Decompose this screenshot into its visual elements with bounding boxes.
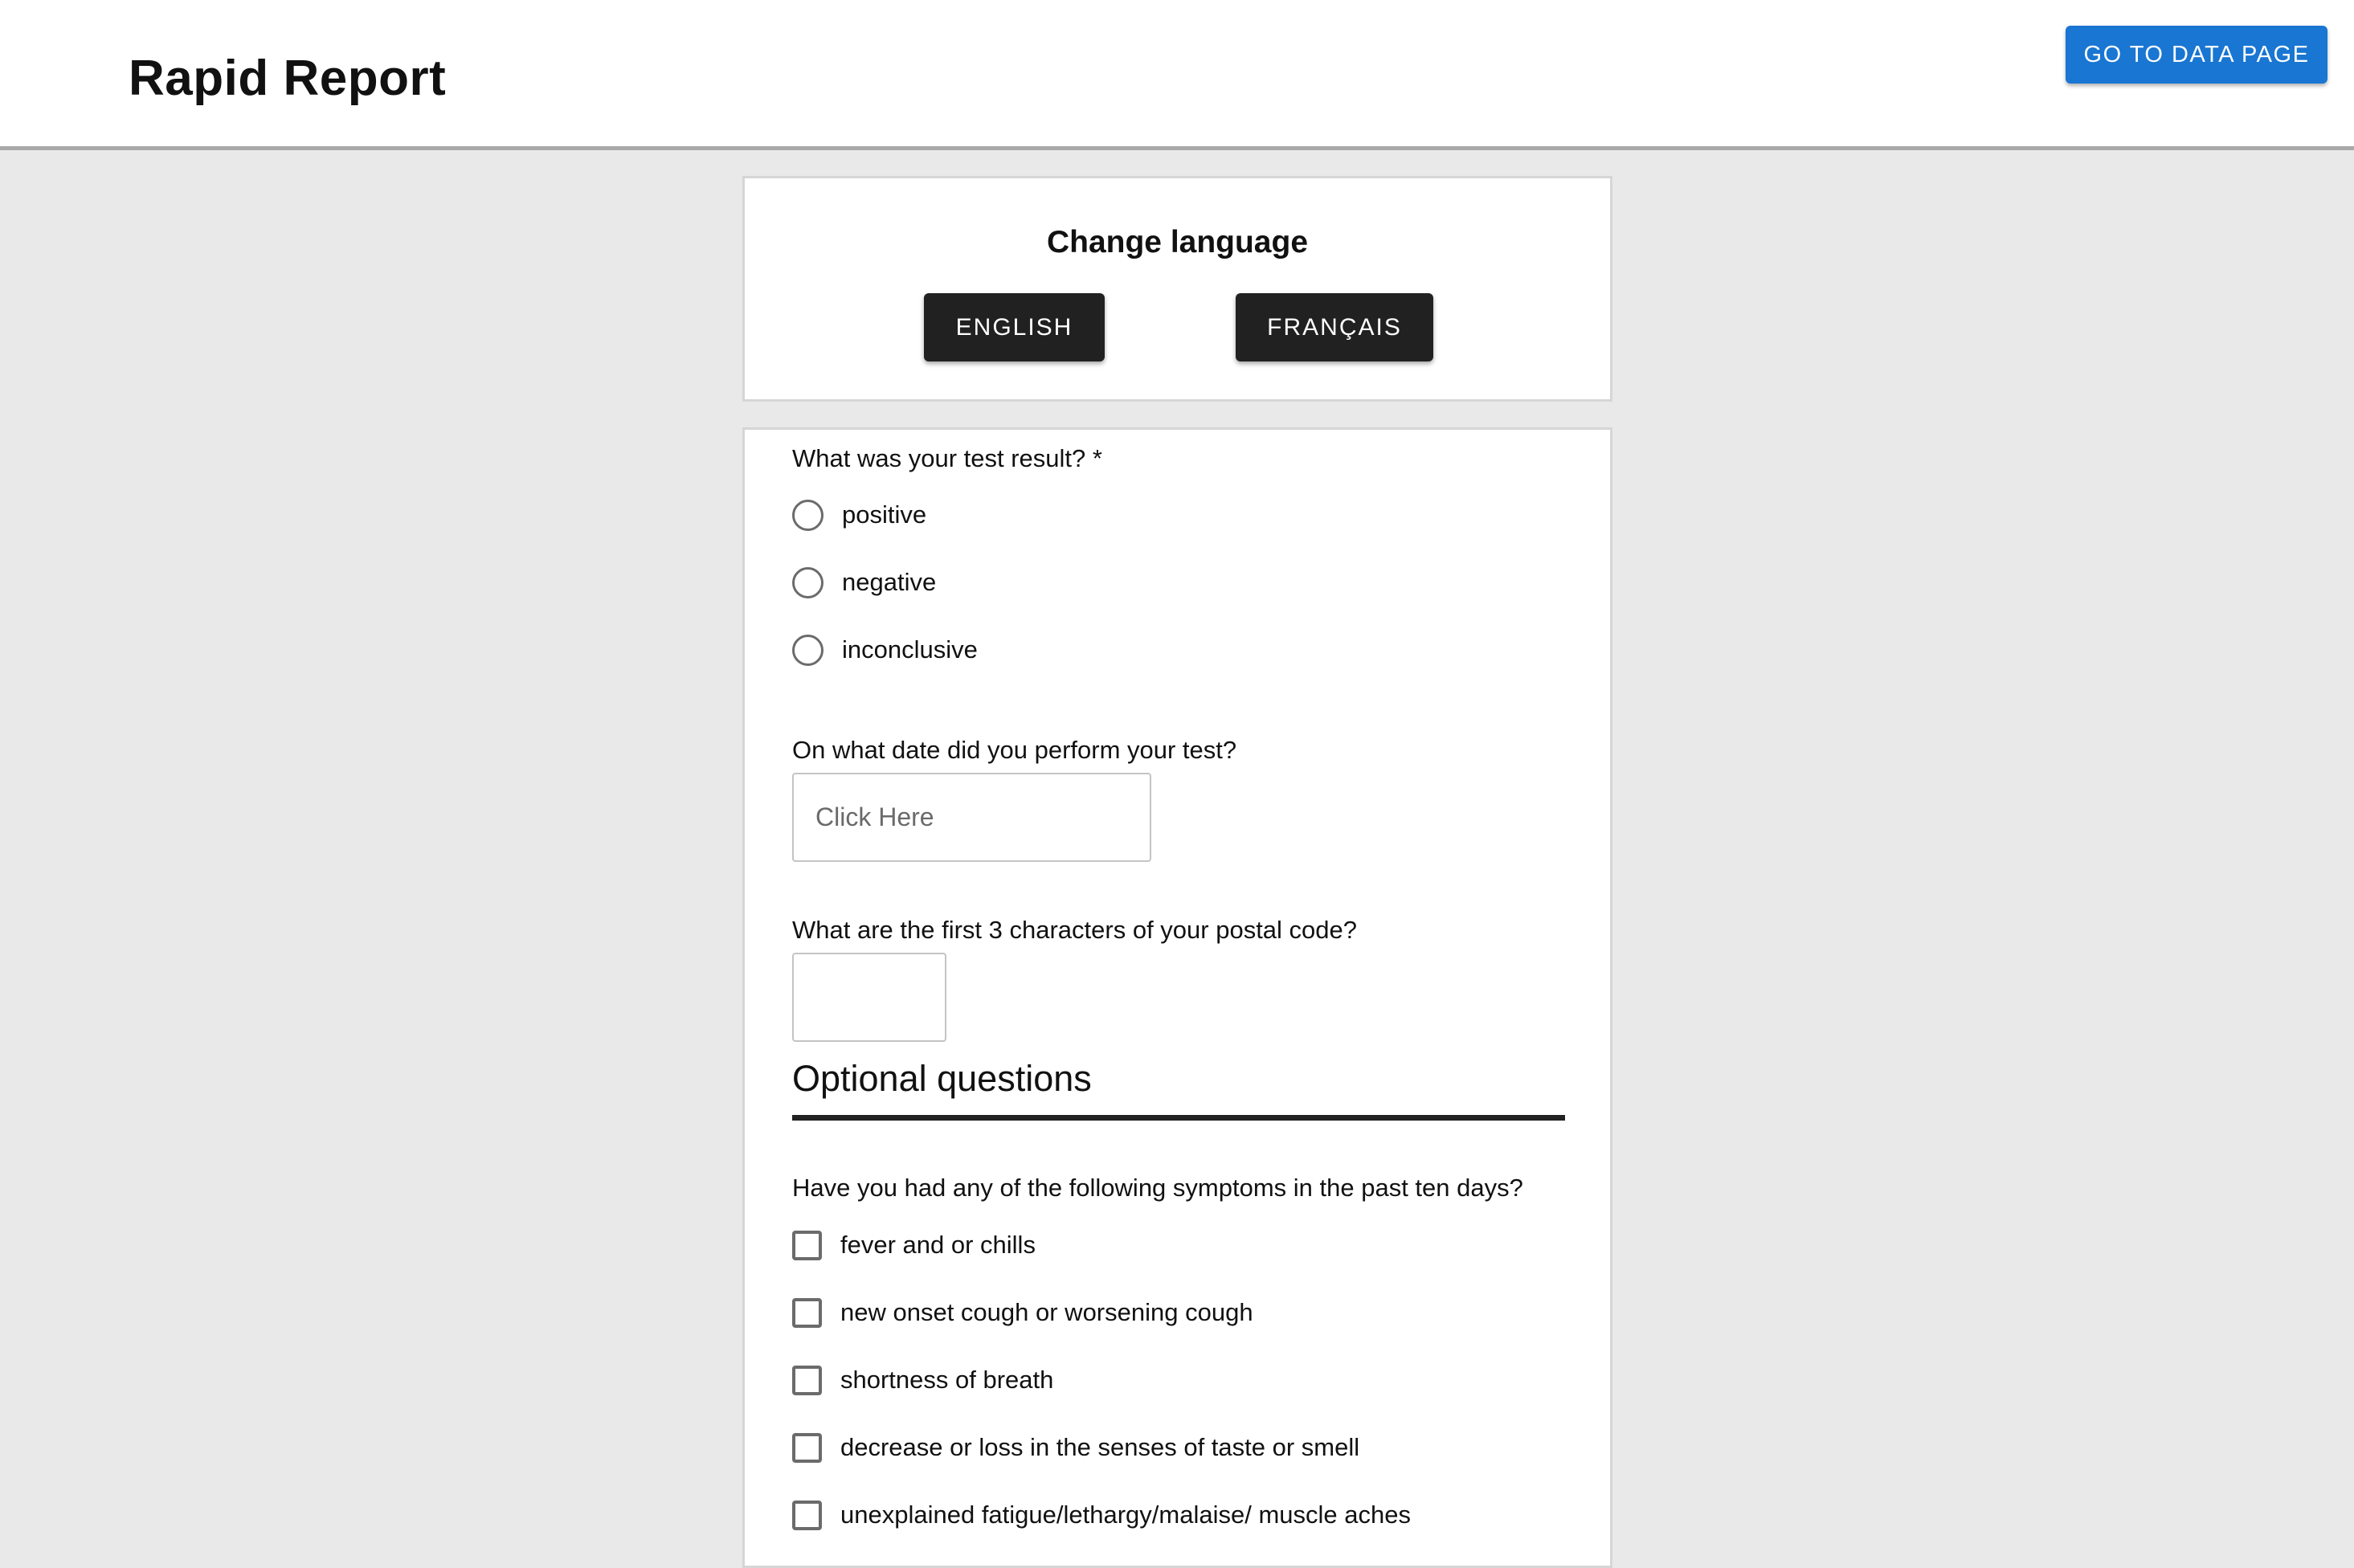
postal-code-label: What are the first 3 characters of your postal code? [792, 916, 1358, 944]
checkbox-label: decrease or loss in the senses of taste or smell [840, 1433, 1360, 1461]
test-date-input[interactable] [792, 773, 1151, 862]
change-language-card [742, 176, 1612, 402]
test-result-label: What was your test result? * [792, 444, 1102, 472]
symptom-option-breath[interactable] [792, 1362, 1053, 1398]
radio-label: inconclusive [842, 635, 978, 664]
section-divider [792, 1115, 1565, 1121]
checkbox[interactable] [792, 1501, 822, 1530]
french-button[interactable]: FRANÇAIS [1236, 293, 1433, 361]
test-date-label: On what date did you perform your test? [792, 736, 1237, 764]
checkbox-label: fever and or chills [840, 1231, 1036, 1259]
radio-button[interactable] [792, 500, 823, 531]
symptom-option-fever[interactable] [792, 1227, 1036, 1263]
symptom-option-taste-smell[interactable] [792, 1430, 1359, 1465]
checkbox[interactable] [792, 1433, 822, 1463]
radio-option-inconclusive[interactable] [792, 632, 978, 668]
go-to-data-page-button[interactable]: GO TO DATA PAGE [2066, 26, 2327, 84]
postal-code-input[interactable] [792, 953, 946, 1042]
english-button[interactable]: ENGLISH [924, 293, 1105, 361]
checkbox-label: new onset cough or worsening cough [840, 1298, 1253, 1326]
checkbox[interactable] [792, 1298, 822, 1328]
app-title: Rapid Report [129, 51, 447, 106]
radio-label: positive [842, 500, 927, 529]
radio-label: negative [842, 568, 937, 596]
radio-option-negative[interactable] [792, 565, 936, 600]
checkbox-label: shortness of breath [840, 1366, 1054, 1394]
checkbox-label: unexplained fatigue/lethargy/malaise/ muscle aches [840, 1501, 1411, 1529]
radio-button[interactable] [792, 635, 823, 666]
report-form [742, 427, 1612, 1568]
app-header [0, 0, 2354, 150]
symptoms-label: Have you had any of the following symptoms in the past ten days? [792, 1174, 1523, 1202]
symptom-option-fatigue[interactable] [792, 1497, 1411, 1533]
checkbox[interactable] [792, 1366, 822, 1395]
change-language-heading: Change language [1046, 225, 1309, 259]
symptom-option-cough[interactable] [792, 1295, 1253, 1330]
radio-option-positive[interactable] [792, 497, 926, 533]
radio-button[interactable] [792, 567, 823, 598]
checkbox[interactable] [792, 1231, 822, 1260]
optional-questions-title: Optional questions [792, 1058, 1092, 1099]
